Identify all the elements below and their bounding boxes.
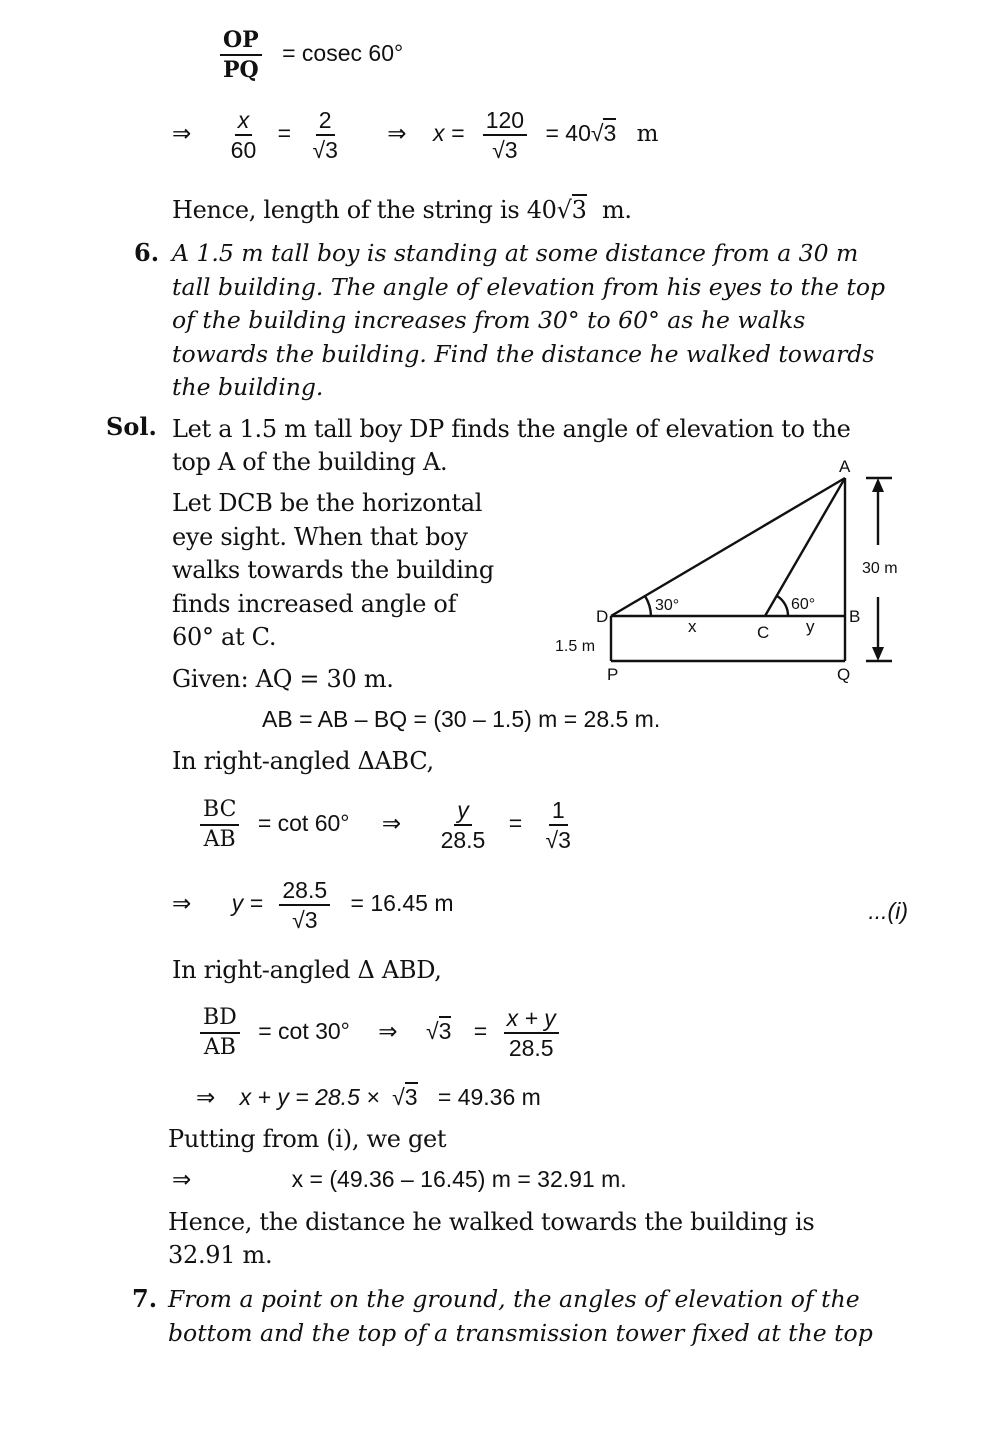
- fraction-denominator: AB: [203, 1035, 236, 1060]
- radicand: 3: [325, 137, 338, 163]
- fraction-numerator: 1: [549, 796, 568, 826]
- cot-30: = cot 30°: [258, 1018, 350, 1045]
- label-angle-30: 30°: [655, 597, 680, 614]
- label-boy-height: 1.5 m: [555, 638, 596, 655]
- fraction-numerator: 120: [483, 106, 527, 136]
- x-final-equation: [172, 1166, 627, 1193]
- unit: m.: [601, 196, 632, 224]
- solution-label: Sol.: [106, 412, 157, 441]
- elevation-diagram: [0, 0, 988, 700]
- abd-heading: In right-angled Δ ABD,: [172, 956, 442, 984]
- fraction-denominator: √3: [312, 137, 338, 163]
- radicand: 3: [304, 907, 318, 933]
- label-x: x: [688, 617, 697, 636]
- x-plus-y-expression: x + y = 28.5 ×: [239, 1084, 380, 1110]
- fraction-numerator: BD: [200, 1004, 240, 1034]
- radicand: 3: [558, 827, 571, 853]
- implies-arrow: ⇒: [172, 120, 192, 147]
- radicand: 3: [504, 137, 518, 163]
- answer-line: 32.91 m.: [168, 1241, 273, 1269]
- y-equation: [172, 876, 908, 934]
- radicand: 3: [571, 196, 587, 224]
- equation-rhs: = cosec 60°: [282, 40, 404, 67]
- given-statement: Given: AQ = 30 m.: [172, 665, 394, 693]
- unit: m: [636, 121, 659, 148]
- y-equals: y =: [231, 890, 263, 917]
- question-line: bottom and the top of a transmission tower fixed at the top: [168, 1318, 873, 1347]
- radicand: 3: [603, 120, 617, 147]
- fraction-numerator: x + y: [504, 1004, 559, 1034]
- cot-60: = cot 60°: [257, 810, 350, 837]
- solution-line: eye sight. When that boy: [172, 522, 468, 551]
- implies-arrow: ⇒: [378, 1018, 398, 1045]
- putting-text: Putting from (i), we get: [168, 1125, 447, 1153]
- fraction-denominator: 28.5: [440, 827, 486, 853]
- angle-arc-c: [777, 596, 788, 616]
- solution-line: walks towards the building: [172, 556, 494, 584]
- question-number-6: 6.: [134, 238, 160, 267]
- fraction-denominator: √3: [292, 907, 318, 933]
- question-number-7: 7.: [132, 1284, 158, 1313]
- fraction-numerator: 2: [316, 106, 335, 136]
- fraction-numerator: x: [235, 106, 253, 136]
- equals-sign: =: [508, 810, 523, 837]
- implies-arrow: ⇒: [172, 1166, 192, 1192]
- x-equals: x =: [432, 120, 465, 147]
- radicand: 3: [404, 1084, 418, 1110]
- label-angle-60: 60°: [791, 596, 816, 613]
- answer-line: Hence, the distance he walked towards the building is: [168, 1208, 815, 1236]
- string-length-conclusion: Hence, length of the string is 40√3 m.: [172, 196, 632, 224]
- x-plus-y-value: = 49.36 m: [437, 1084, 541, 1110]
- equals-sign: =: [277, 120, 292, 147]
- fraction-numerator: BC: [200, 796, 239, 826]
- abd-equation: $\frac{BD}{AB}$ = cot 30° ⇒ √3 = $\frac{x + y}{28.5}$: [200, 1004, 559, 1062]
- radicand: 3: [438, 1018, 452, 1045]
- label-q: Q: [837, 665, 851, 684]
- implies-arrow: ⇒: [172, 890, 192, 917]
- equals-sign: =: [473, 1018, 488, 1045]
- fraction-denominator: PQ: [223, 57, 259, 83]
- angle-arc-d: [645, 596, 651, 616]
- abc-equation: [200, 796, 574, 854]
- question-line: tall building. The angle of elevation from his eyes to the top: [172, 272, 886, 301]
- fraction-denominator: 28.5: [508, 1035, 554, 1061]
- label-p: P: [607, 665, 619, 684]
- solution-line: 60° at C.: [172, 623, 277, 651]
- fraction-denominator: √3: [492, 137, 518, 163]
- ab-calculation: AB = AB – BQ = (30 – 1.5) m = 28.5 m.: [262, 706, 661, 732]
- fraction-numerator: y: [454, 796, 472, 826]
- label-d: D: [596, 607, 609, 626]
- fraction-numerator: OP: [220, 26, 262, 56]
- fraction-numerator: 28.5: [279, 876, 330, 906]
- label-building-height: 30 m: [862, 560, 898, 577]
- label-b: B: [849, 607, 861, 626]
- question-line: of the building increases from 30° to 60° as he walks: [172, 306, 806, 334]
- label-c: C: [757, 623, 770, 642]
- question-line: From a point on the ground, the angles of elevation of the: [168, 1285, 860, 1313]
- fraction-denominator: AB: [203, 827, 236, 852]
- arrow-down-icon: [872, 647, 884, 661]
- final-answer: [168, 1206, 814, 1272]
- label-y: y: [806, 617, 815, 636]
- implies-arrow: ⇒: [387, 120, 407, 147]
- x-plus-y-equation: ⇒ x + y = 28.5 × √3 = 49.36 m: [196, 1084, 541, 1110]
- y-value: = 16.45 m: [350, 890, 454, 917]
- result-value: = 40: [545, 120, 591, 147]
- label-a: A: [839, 457, 851, 476]
- x-value: x = (49.36 – 16.45) m = 32.91 m.: [291, 1166, 627, 1192]
- question-7-text: [168, 1283, 908, 1350]
- solution-line: Let DCB be the horizontal: [172, 489, 483, 517]
- implies-arrow: ⇒: [196, 1084, 216, 1110]
- implies-arrow: ⇒: [381, 810, 402, 837]
- solution-line: top A of the building A.: [172, 448, 448, 476]
- solution-line: finds increased angle of: [172, 589, 457, 618]
- arrow-up-icon: [872, 478, 884, 492]
- question-line: towards the building. Find the distance he walked towards: [172, 339, 875, 368]
- x-solve-equation: ⇒ $\frac{x}{60}$ = $\frac{2}{√3}$ ⇒ x = $\frac{120}{√3}$ = 40√3 m: [172, 107, 659, 163]
- question-line: A 1.5 m tall boy is standing at some distance from a 30 m: [172, 239, 859, 267]
- fraction-denominator: √3: [545, 827, 571, 853]
- solution-line: Let a 1.5 m tall boy DP finds the angle of elevation to the: [172, 415, 851, 443]
- fraction-denominator: 60: [230, 137, 257, 163]
- question-line: the building.: [172, 373, 324, 401]
- abc-heading: In right-angled ΔABC,: [172, 747, 434, 775]
- conclusion-text: Hence, length of the string is 40: [172, 196, 557, 224]
- equation-tag: ...(i): [868, 898, 908, 924]
